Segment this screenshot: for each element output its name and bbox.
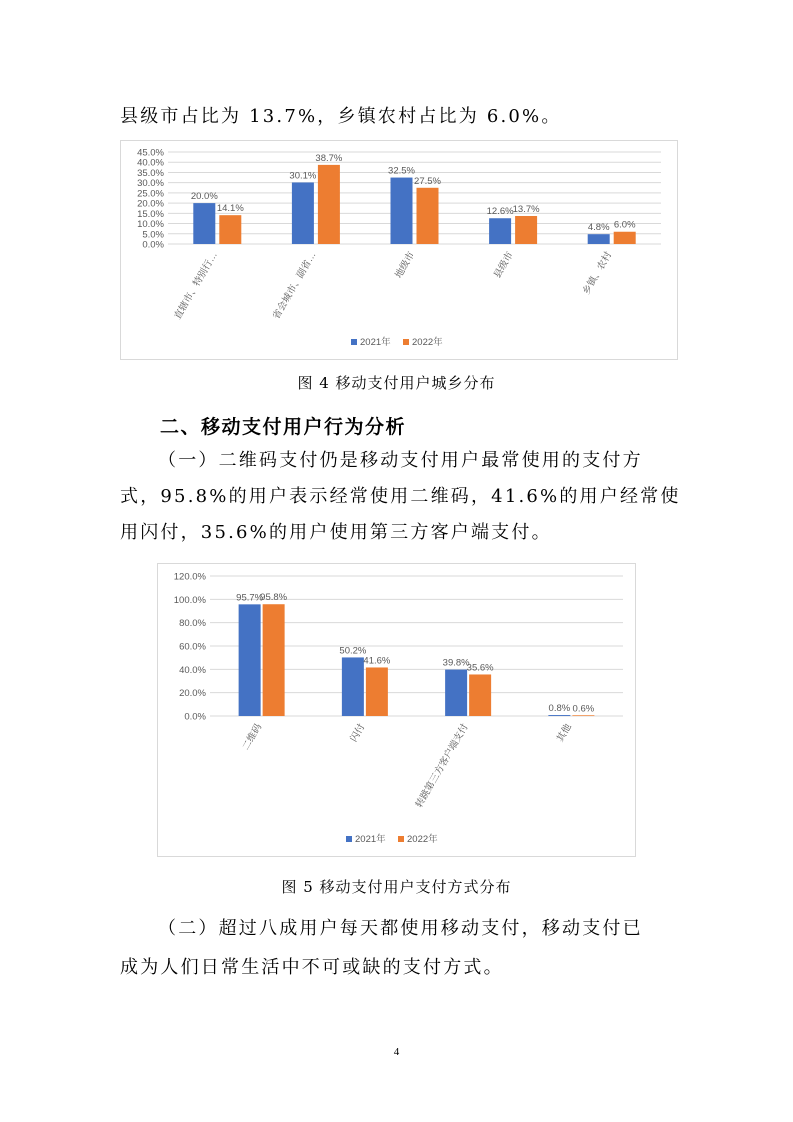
bar-2021-1 (292, 182, 314, 244)
bar-2021-3 (548, 715, 570, 716)
bar-2021-1 (342, 657, 364, 716)
para1-line1: （一）二维码支付仍是移动支付用户最常使用的支付方 (158, 450, 643, 471)
y-tick-label: 0.0% (184, 711, 206, 723)
bar-2022-0 (219, 215, 241, 244)
bar-2022-4 (614, 232, 636, 244)
y-tick-label: 40.0% (179, 664, 206, 676)
para1-line2: 式，95.8%的用户表示经常使用二维码，41.6%的用户经常使 (120, 486, 681, 507)
para2-line1: （二）超过八成用户每天都使用移动支付，移动支付已 (158, 918, 643, 939)
x-category-label: 直辖市、特别行… (172, 250, 220, 322)
data-label: 20.0% (190, 191, 218, 203)
y-tick-label: 60.0% (179, 641, 206, 653)
y-tick-label: 0.0% (142, 239, 164, 251)
data-label: 38.7% (315, 152, 343, 164)
legend-swatch (351, 339, 357, 345)
legend-entry: 2022年 (412, 337, 443, 348)
bar-2021-2 (391, 178, 413, 244)
legend-entry: 2021年 (355, 834, 386, 845)
bar-2022-3 (572, 715, 594, 716)
y-tick-label: 5.0% (142, 229, 164, 241)
y-tick-label: 35.0% (137, 167, 164, 179)
x-category-label: 地级市 (393, 250, 418, 281)
x-category-label: 转跳第三方客户端支付 (413, 722, 471, 810)
y-tick-label: 100.0% (173, 594, 206, 606)
data-label: 39.8% (442, 657, 470, 669)
data-label: 4.8% (587, 222, 610, 234)
page-number: 4 (393, 1046, 400, 1058)
data-label: 30.1% (289, 170, 317, 182)
y-tick-label: 20.0% (137, 198, 164, 210)
data-label: 0.6% (572, 703, 595, 715)
x-category-label: 省会城市、副省… (270, 250, 319, 322)
y-tick-label: 10.0% (137, 219, 164, 231)
legend-entry: 2021年 (360, 337, 391, 348)
para2-line2: 成为人们日常生活中不可或缺的支付方式。 (120, 957, 504, 978)
legend-swatch (403, 339, 409, 345)
bar-2022-0 (263, 604, 285, 716)
y-tick-label: 40.0% (137, 157, 164, 169)
data-label: 32.5% (388, 165, 415, 177)
data-label: 12.6% (486, 206, 514, 218)
chart-payment-methods-svg (158, 564, 635, 856)
bar-2021-0 (193, 203, 215, 244)
bar-2022-2 (469, 674, 491, 716)
data-label: 95.8% (260, 592, 288, 604)
data-label: 35.6% (466, 662, 494, 674)
data-label: 27.5% (414, 175, 441, 187)
y-tick-label: 25.0% (137, 188, 164, 200)
bar-2022-3 (515, 216, 537, 244)
data-label: 0.8% (548, 703, 571, 715)
data-label: 14.1% (216, 203, 244, 215)
x-category-label: 二维码 (240, 722, 265, 753)
data-label: 50.2% (339, 645, 367, 657)
section-heading: 二、移动支付用户行为分析 (160, 416, 407, 438)
bar-2022-1 (318, 165, 340, 244)
legend-swatch (398, 836, 404, 842)
data-label: 41.6% (363, 655, 391, 667)
figure4-caption: 图 4 移动支付用户城乡分布 (297, 374, 496, 392)
intro-line: 县级市占比为 13.7%，乡镇农村占比为 6.0%。 (120, 106, 562, 127)
bar-2021-0 (239, 604, 261, 716)
chart-urban-rural-svg (121, 141, 677, 359)
para1-line3: 用闪付，35.6%的用户使用第三方客户端支付。 (120, 522, 552, 543)
x-category-label: 县级市 (491, 250, 516, 281)
legend-swatch (346, 836, 352, 842)
chart-payment-methods (157, 563, 636, 857)
bar-2021-4 (588, 234, 610, 244)
bar-2021-3 (489, 218, 511, 244)
legend-entry: 2022年 (407, 834, 438, 845)
bar-2022-2 (417, 188, 439, 244)
bar-2021-2 (445, 670, 467, 716)
x-category-label: 闪付 (348, 722, 368, 744)
x-category-label: 其他 (554, 722, 574, 744)
y-tick-label: 20.0% (179, 688, 206, 700)
data-label: 95.7% (236, 592, 264, 604)
y-tick-label: 15.0% (137, 208, 164, 220)
y-tick-label: 120.0% (173, 571, 206, 583)
figure5-caption: 图 5 移动支付用户支付方式分布 (281, 878, 512, 896)
data-label: 6.0% (613, 219, 636, 231)
bar-2022-1 (366, 667, 388, 716)
x-category-label: 乡镇、农村 (581, 250, 615, 297)
data-label: 13.7% (512, 203, 540, 215)
y-tick-label: 45.0% (137, 147, 164, 159)
y-tick-label: 30.0% (137, 178, 164, 190)
y-tick-label: 80.0% (179, 618, 206, 630)
chart-urban-rural (120, 140, 678, 360)
